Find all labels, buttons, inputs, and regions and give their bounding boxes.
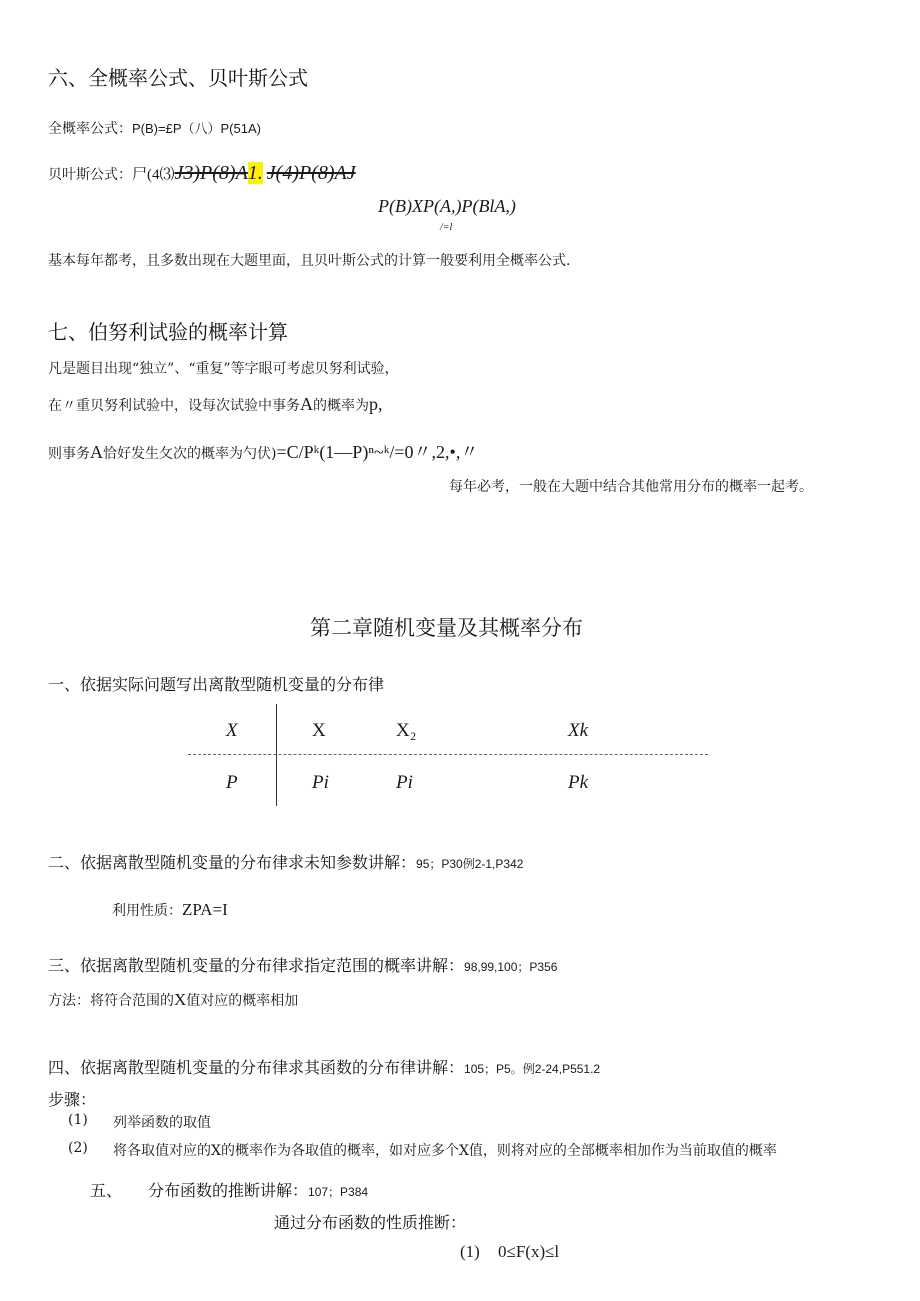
- bernoulli-formula: =C/Pᵏ(1—P)ⁿ~ᵏ/=0〃,2,•,〃: [276, 442, 479, 462]
- subsection-4-heading: [48, 1055, 600, 1078]
- table-cell-pk: Pk: [568, 772, 589, 793]
- bayes-line: [48, 162, 356, 188]
- subsection-2-title: 二、依据离散型随机变量的分布律求未知参数讲解：: [48, 853, 417, 872]
- property-item-number: (1): [460, 1242, 480, 1261]
- bayes-sum-index: /=l: [440, 222, 453, 233]
- bernoulli-line-1: 凡是题目出现“独立”、“重复”等字眼可考虑贝努利试验，: [48, 361, 399, 377]
- subsection-2-heading: [48, 850, 523, 873]
- subsection-5-number: 五、: [90, 1181, 123, 1200]
- total-probability-formula: P(B)=£P（八）P(51A): [132, 121, 261, 136]
- table-cell-p1: Pi: [312, 772, 329, 793]
- table-header-p: P: [226, 772, 238, 793]
- chapter-title: 第二章随机变量及其概率分布: [310, 616, 583, 640]
- table-cell-x2: X₂: [396, 720, 417, 741]
- bayes-denominator: P(B)XP(A,)P(BlA,): [378, 196, 516, 216]
- property-label: 利用性质：: [112, 903, 182, 919]
- bernoulli-line-3-text-b: 恰好发生攵次的概率为勺伏): [103, 446, 277, 462]
- subsection-5-title: 分布函数的推断讲解：: [148, 1181, 309, 1200]
- bernoulli-line-3: [48, 438, 478, 464]
- method-line: [48, 990, 298, 1010]
- property-value: ZPA=I: [182, 900, 228, 919]
- event-a: A: [300, 394, 313, 414]
- total-probability-line: [48, 118, 261, 138]
- bernoulli-line-2-text-b: 的概率为: [313, 398, 369, 414]
- event-a-2: A: [90, 442, 103, 462]
- table-horizontal-divider: [188, 754, 708, 755]
- section-6-title: 六、全概率公式、贝叶斯公式: [48, 66, 308, 90]
- bayes-numerator-tail: J(4)P(8)AJ: [266, 162, 356, 184]
- subsection-5-subtitle: 通过分布函数的性质推断：: [274, 1213, 467, 1232]
- bayes-highlight: 1.: [247, 162, 263, 184]
- probability-p: p,: [369, 394, 383, 414]
- subsection-3-heading: [48, 953, 557, 976]
- bayes-label: 贝叶斯公式：: [48, 167, 132, 183]
- method-text-b: 值对应的概率相加: [186, 993, 299, 1009]
- step-1-text: 列举函数的取值: [113, 1115, 211, 1131]
- table-cell-x1: X: [312, 720, 326, 741]
- table-cell-p2: Pi: [396, 772, 413, 793]
- bayes-formula-prefix: 尸(4⑶: [132, 167, 175, 183]
- bernoulli-line-3-text: 则事务: [48, 446, 90, 462]
- bernoulli-line-2: [48, 394, 383, 415]
- property-item-text: 0≤F(x)≤l: [498, 1242, 560, 1261]
- method-x: X: [174, 990, 187, 1009]
- subsection-1-title: 一、依据实际问题写出离散型随机变量的分布律: [48, 675, 385, 694]
- subsection-4-ref: 105；P5。例2-24,P551.2: [464, 1062, 601, 1076]
- method-text: 方法：将符合范围的: [48, 993, 174, 1009]
- bayes-numerator: J3)P(8)A: [174, 162, 248, 184]
- table-cell-xk: Xk: [568, 720, 589, 741]
- section-6-note: 基本每年都考，且多数出现在大题里面，且贝叶斯公式的计算一般要利用全概率公式.: [48, 253, 571, 269]
- subsection-5-heading: [148, 1178, 368, 1201]
- section-7-title: 七、伯努利试验的概率计算: [48, 320, 288, 344]
- table-header-x: X: [226, 720, 238, 741]
- step-1-number: (1): [68, 1112, 88, 1128]
- steps-label: 步骤：: [48, 1090, 97, 1109]
- section-7-note: 每年必考，一般在大题中结合其他常用分布的概率一起考。: [449, 479, 813, 495]
- subsection-3-ref: 98,99,100；P356: [464, 960, 558, 974]
- bernoulli-line-2-text: 在〃重贝努利试验中，设每次试验中事务: [48, 398, 300, 414]
- property-line: [112, 900, 228, 920]
- subsection-5-ref: 107；P384: [308, 1185, 369, 1199]
- subsection-4-title: 四、依据离散型随机变量的分布律求其函数的分布律讲解：: [48, 1058, 465, 1077]
- step-2-number: (2): [68, 1140, 88, 1156]
- table-vertical-divider: [276, 704, 277, 806]
- step-2-text: 将各取值对应的X的概率作为各取值的概率，如对应多个X值，则将对应的全部概率相加作为当前取值的概率: [113, 1143, 777, 1159]
- subsection-2-ref: 95；P30例2-1,P342: [416, 857, 524, 871]
- total-probability-label: 全概率公式：: [48, 121, 132, 137]
- subsection-3-title: 三、依据离散型随机变量的分布律求指定范围的概率讲解：: [48, 956, 465, 975]
